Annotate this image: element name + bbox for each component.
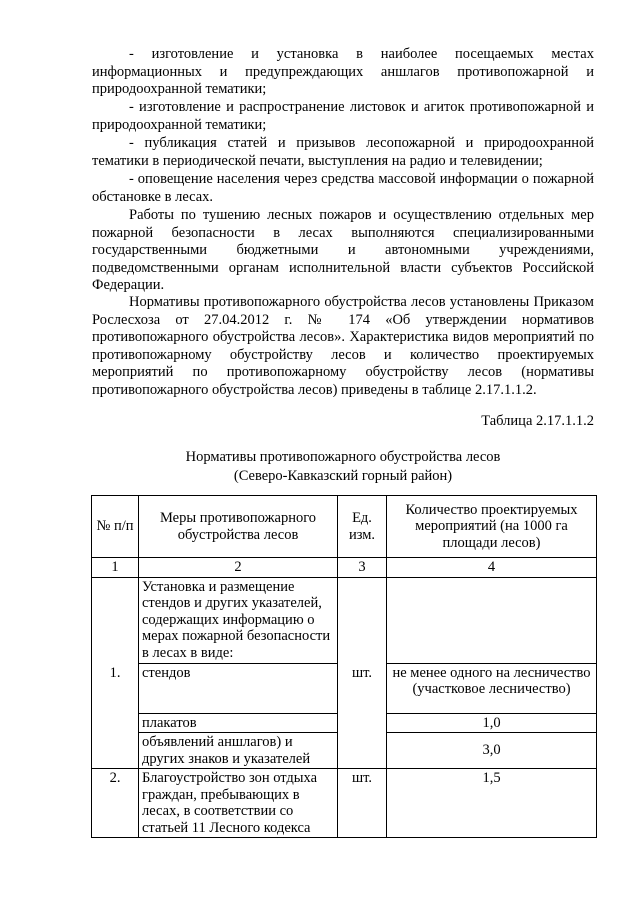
paragraph-norms: Нормативы противопожарного обустройства лесов установлены Приказом Рослесхоза от 27.04.2012 г. № 174 «Об утверждении нормативов противопожарного обустройства лесов». Характеристика видов мероприятий по противопожарному обустройству лесов и количество проектируемых мероприятий по противопожарному обустройству лесов (нормативы противопожарного обустройства лесов) приведены в таблице 2.17.1.1.2.	[92, 294, 594, 398]
col-number: 4	[387, 558, 597, 578]
row-num: 1.	[92, 577, 139, 769]
item-value: 1,0	[387, 713, 597, 733]
table-caption: Таблица 2.17.1.1.2	[481, 413, 594, 429]
table-row	[92, 769, 597, 838]
paragraph-firefighting: Работы по тушению лесных пожаров и осуществлению отдельных мер пожарной безопасности в лесах выполняются специализированными государственными бюджетными и автономными учреждениями, подведомственными органам исполнительной власти субъектов Российской Федерации.	[92, 207, 594, 294]
header-quantity: Количество проектируемых мероприятий (на 1000 га площади лесов)	[387, 496, 597, 558]
row-unit: шт.	[338, 577, 387, 769]
table-row	[92, 577, 597, 663]
header-measures: Меры противопожарного обустройства лесов	[139, 496, 338, 558]
item-label: объявлений аншлагов) и других знаков и указателей	[139, 733, 338, 769]
table-title	[92, 448, 594, 486]
row-unit: шт.	[338, 769, 387, 838]
row-value-empty	[387, 577, 597, 663]
table-title-line2: (Северо-Кавказский горный район)	[233, 468, 453, 484]
norms-table	[91, 495, 597, 838]
paragraph-publications: - публикация статей и призывов лесопожарной и природоохранной тематики в периодической печати, выступления на радио и телевидении;	[92, 135, 594, 169]
item-label: плакатов	[139, 713, 338, 733]
paragraph-leaflets: - изготовление и распространение листовок и агиток противопожарной и природоохранной тематики;	[92, 99, 594, 133]
col-number: 3	[338, 558, 387, 578]
row-intro: Установка и размещение стендов и других указателей, содержащих информацию о мерах пожарной безопасности в лесах в виде:	[139, 577, 338, 663]
row-value: 1,5	[387, 769, 597, 838]
table-header-row	[92, 496, 597, 558]
row-num: 2.	[92, 769, 139, 838]
col-number: 1	[92, 558, 139, 578]
item-label: стендов	[139, 663, 338, 713]
header-num: № п/п	[92, 496, 139, 558]
row-label: Благоустройство зон отдыха граждан, пребывающих в лесах, в соответствии со статьей 11 Лесного кодекса	[139, 769, 338, 838]
header-unit: Ед. изм.	[338, 496, 387, 558]
paragraph-notification: - оповещение населения через средства массовой информации о пожарной обстановке в лесах.	[92, 171, 594, 205]
item-value: не менее одного на лесничество (участковое лесничество)	[387, 663, 597, 713]
item-value: 3,0	[387, 733, 597, 769]
col-number: 2	[139, 558, 338, 578]
paragraph-aншлаги: - изготовление и установка в наиболее посещаемых местах информационных и предупреждающих аншлагов противопожарной и природоохранной тематики;	[92, 46, 594, 98]
table-title-line1: Нормативы противопожарного обустройства лесов	[185, 449, 501, 465]
table-col-numbers-row	[92, 558, 597, 578]
